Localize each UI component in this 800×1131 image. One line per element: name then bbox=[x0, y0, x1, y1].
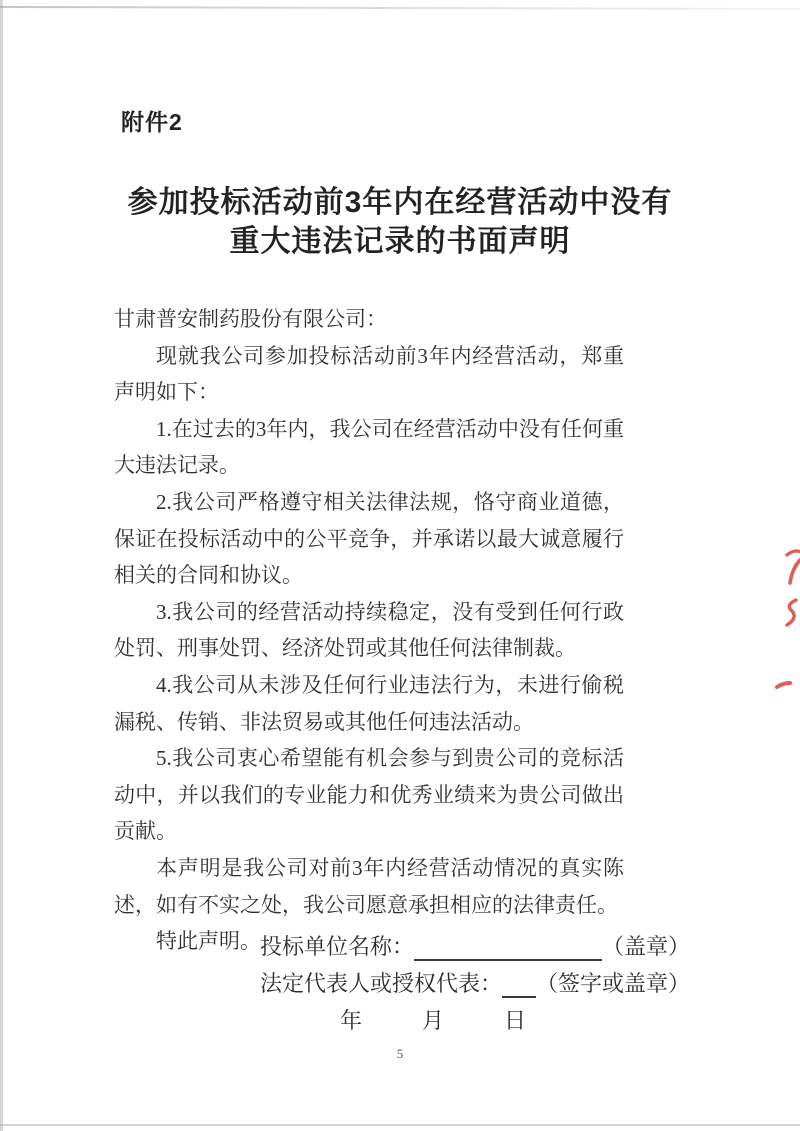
document-title-line1: 参加投标活动前3年内在经营活动中没有 bbox=[127, 186, 673, 219]
bidder-name-label: 投标单位名称： bbox=[260, 934, 415, 959]
paragraph-closing-statement: 本声明是我公司对前3年内经营活动情况的真实陈述，如有不实之处，我公司愿意承担相应的法律责任。 bbox=[114, 855, 624, 917]
scan-edge-top bbox=[0, 6, 800, 10]
paragraph-item-1: 1.在过去的3年内，我公司在经营活动中没有任何重大违法记录。 bbox=[114, 416, 624, 478]
salutation: 甘肃普安制药股份有限公司： bbox=[114, 307, 387, 331]
paragraph-hereby-declare: 特此声明。 bbox=[156, 929, 261, 954]
document-title-line2: 重大违法记录的书面声明 bbox=[229, 225, 571, 258]
attachment-label: 附件2 bbox=[121, 109, 183, 135]
bidder-name-seal-note: （盖章） bbox=[601, 934, 690, 959]
paragraph-item-4: 4.我公司从未涉及任何行业违法行为，未进行偷税漏税、传销、非法贸易或其他任何违法活动。 bbox=[114, 672, 624, 734]
document-title bbox=[0, 183, 800, 261]
paragraph-intro: 现就我公司参加投标活动前3年内经营活动，郑重声明如下： bbox=[114, 343, 624, 405]
legal-representative-blank bbox=[502, 972, 536, 998]
paragraph-item-3: 3.我公司的经营活动持续稳定，没有受到任何行政处罚、刑事处罚、经济处罚或其他任何法律制裁。 bbox=[114, 599, 624, 661]
document-body bbox=[114, 301, 624, 960]
paragraph-item-5: 5.我公司衷心希望能有机会参与到贵公司的竞标活动中，并以我们的专业能力和优秀业绩来为贵公司做出贡献。 bbox=[114, 746, 624, 844]
date-year-label: 年 bbox=[340, 1008, 363, 1033]
legal-representative-label: 法定代表人或授权代表： bbox=[260, 971, 503, 996]
bidder-name-line bbox=[260, 924, 690, 961]
date-day-label: 日 bbox=[504, 1008, 527, 1033]
legal-representative-line bbox=[260, 961, 690, 998]
legal-representative-seal-note: （签字或盖章） bbox=[535, 971, 690, 996]
date-line bbox=[260, 998, 690, 1035]
scan-edge-left bbox=[0, 0, 3, 1131]
scan-edge-bottom bbox=[0, 1124, 800, 1126]
paragraph-item-2: 2.我公司严格遵守相关法律法规，恪守商业道德，保证在投标活动中的公平竞争，并承诺以最大诚意履行相关的合同和协议。 bbox=[114, 489, 624, 588]
page-number: 5 bbox=[396, 1046, 404, 1061]
signature-block bbox=[260, 924, 690, 1035]
bidder-name-blank bbox=[414, 935, 602, 961]
red-seal-fragment-icon bbox=[774, 545, 800, 695]
date-month-label: 月 bbox=[422, 1008, 445, 1033]
